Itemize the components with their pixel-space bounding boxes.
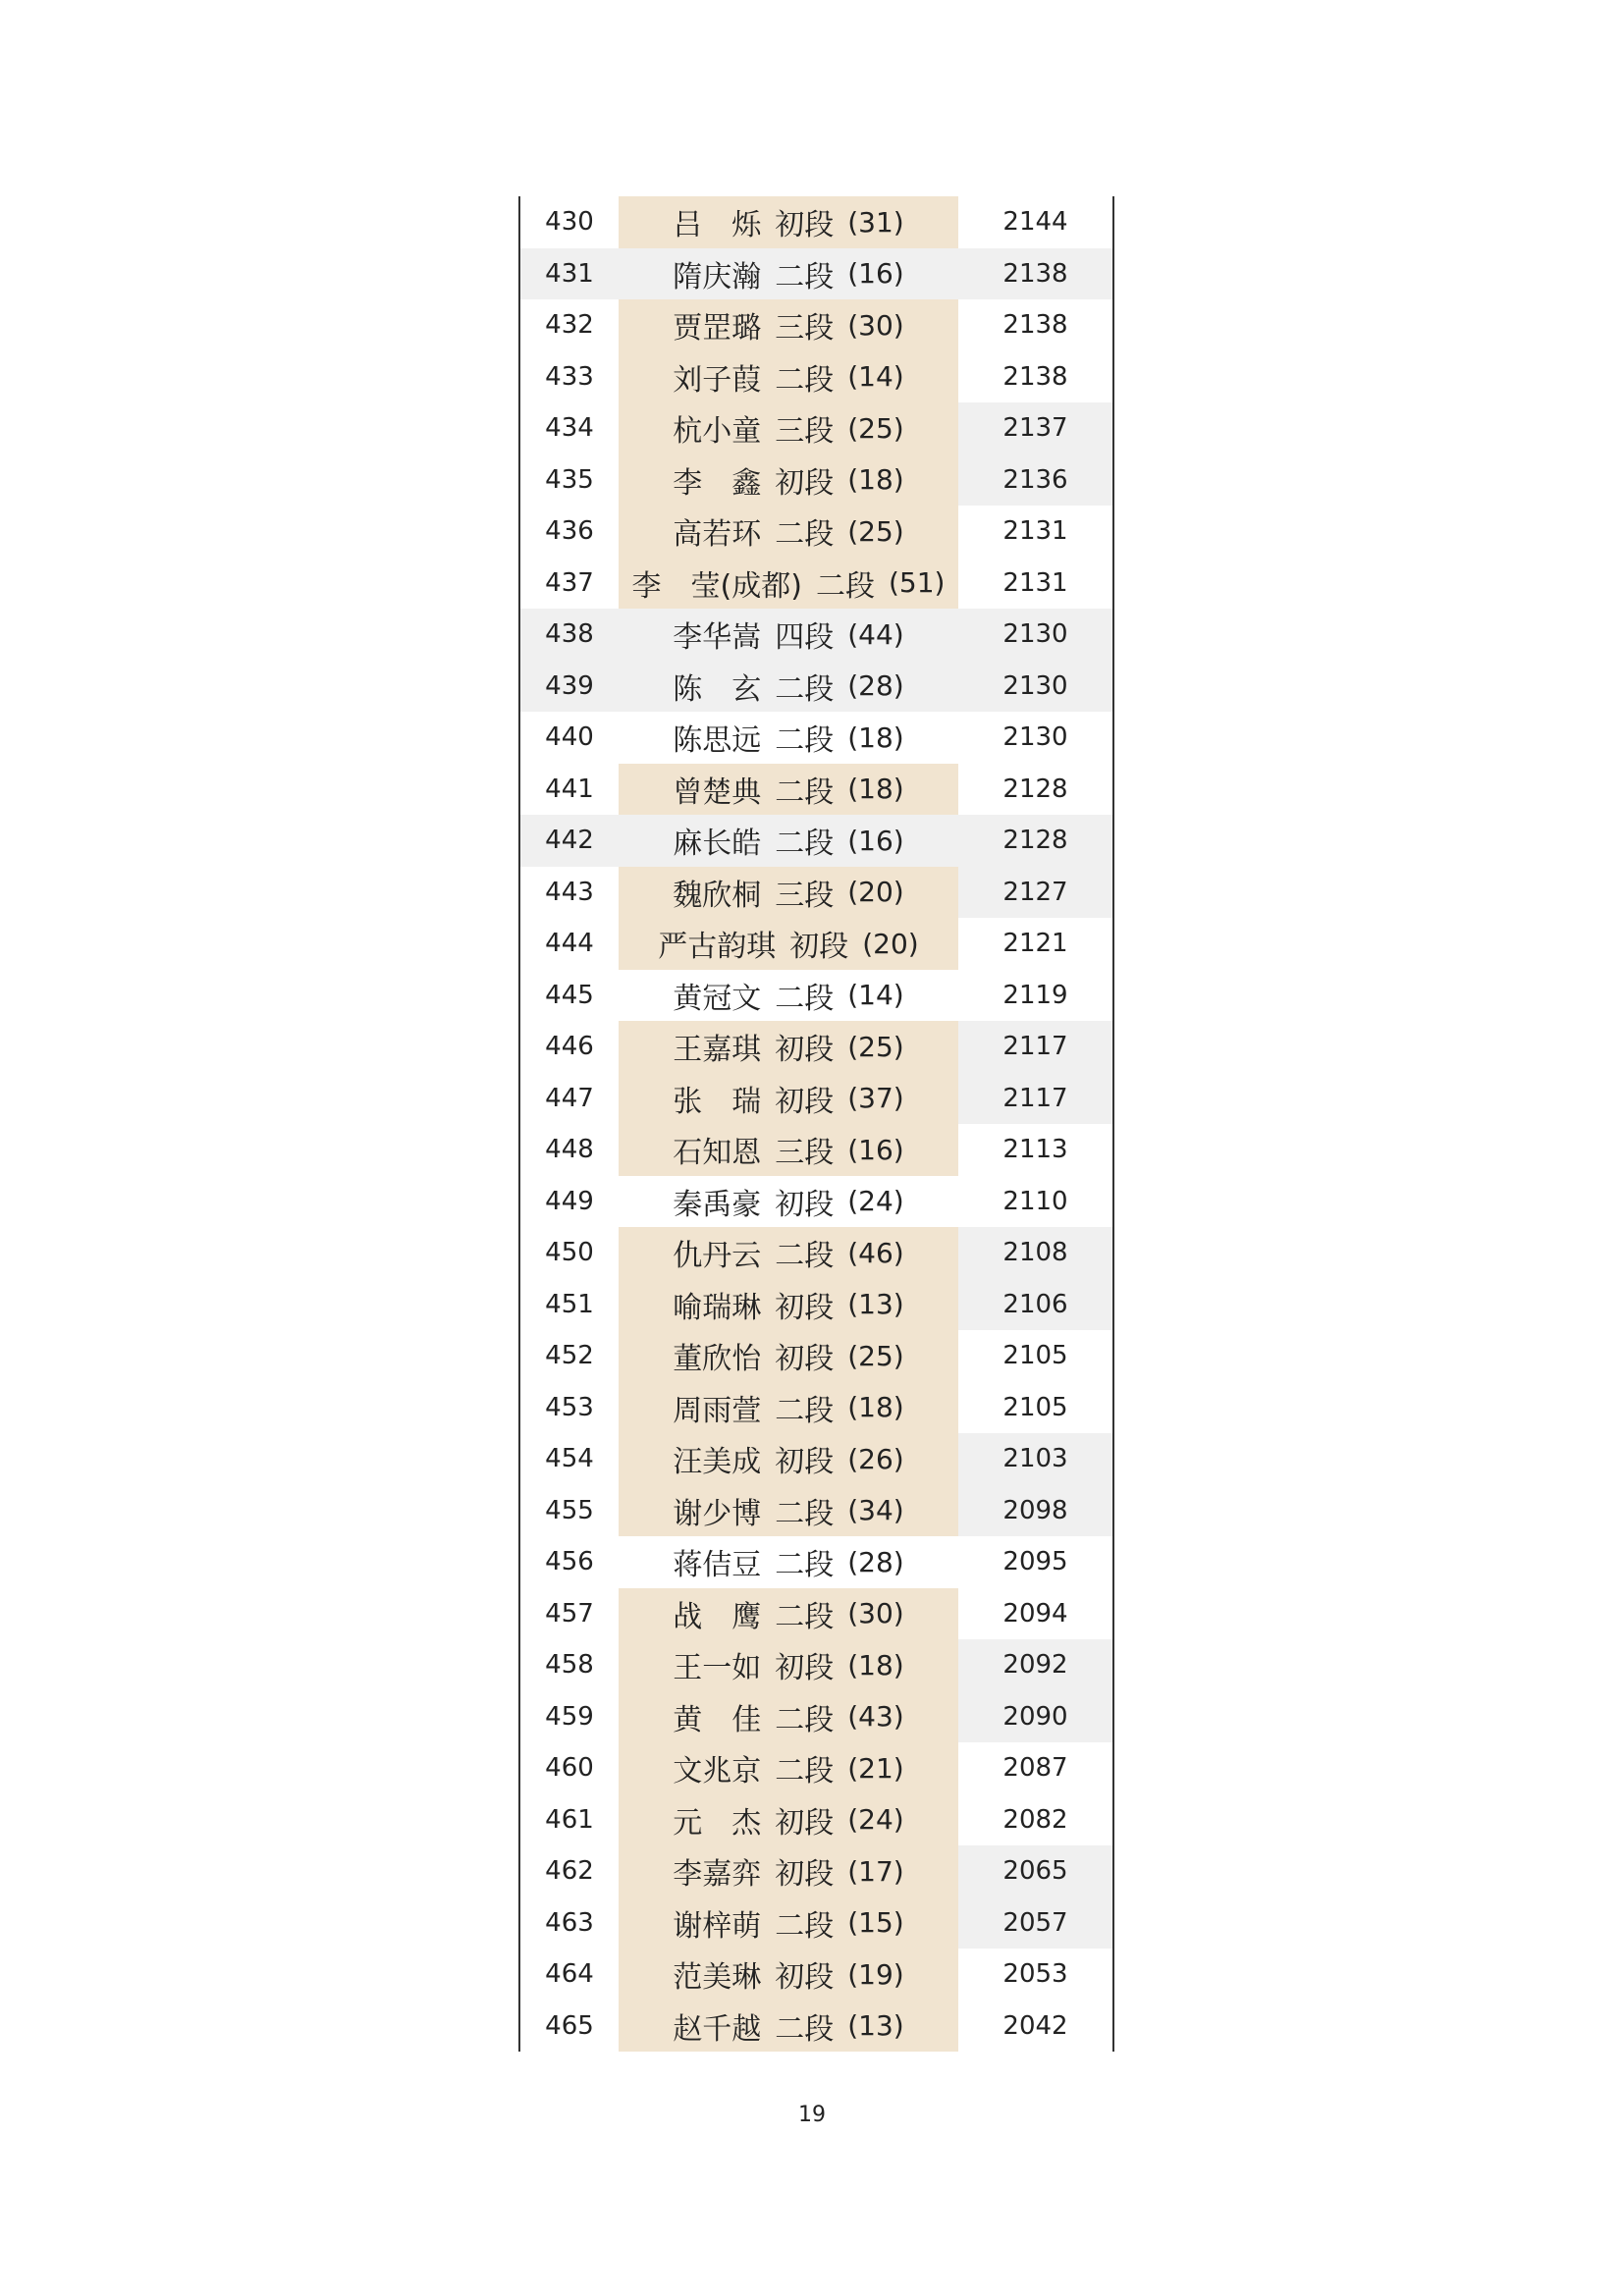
rank-cell: 464 — [545, 1959, 594, 1990]
rating-cell: 2130 — [1002, 619, 1068, 650]
rating-cell: 2138 — [1002, 361, 1068, 392]
table-row — [520, 1485, 1112, 1537]
player-dan: 初段 — [775, 1857, 835, 1893]
rating-cell: 2138 — [1002, 310, 1068, 341]
games-count: (16) — [847, 257, 904, 291]
games-count: (18) — [847, 1391, 904, 1424]
games-count: (21) — [847, 1751, 904, 1785]
player-cell — [619, 402, 958, 454]
rank-cell: 437 — [545, 567, 594, 598]
player-dan: 二段 — [775, 1548, 835, 1583]
player-dan: 初段 — [775, 465, 835, 501]
games-count: (15) — [847, 1906, 904, 1940]
player-dan: 二段 — [775, 671, 835, 707]
player-name: 黄冠文 — [673, 981, 762, 1016]
table-row — [520, 558, 1112, 610]
rating-cell: 2095 — [1002, 1547, 1068, 1577]
player-name: 黄 佳 — [673, 1702, 762, 1737]
rating-cell: 2108 — [1002, 1238, 1068, 1268]
rank-cell: 454 — [545, 1444, 594, 1474]
player-dan: 初段 — [775, 1651, 835, 1686]
player-name: 王一如 — [673, 1651, 762, 1686]
player-cell — [619, 661, 958, 713]
player-cell — [619, 1639, 958, 1691]
table-row — [520, 712, 1112, 764]
table-row — [520, 248, 1112, 300]
games-count: (24) — [847, 1803, 904, 1837]
games-count: (37) — [847, 1082, 904, 1115]
player-cell — [619, 558, 958, 610]
player-dan: 二段 — [775, 1702, 835, 1737]
player-name: 蒋佶豆 — [673, 1548, 762, 1583]
table-row — [520, 1176, 1112, 1228]
player-name: 谢梓萌 — [673, 1908, 762, 1944]
games-count: (31) — [847, 205, 904, 239]
player-name: 董欣怡 — [673, 1342, 762, 1377]
player-name: 贾罡璐 — [673, 311, 762, 347]
games-count: (25) — [847, 1339, 904, 1372]
player-cell — [619, 1330, 958, 1382]
games-count: (18) — [847, 463, 904, 497]
rating-cell: 2138 — [1002, 258, 1068, 289]
rank-cell: 446 — [545, 1032, 594, 1062]
rank-cell: 448 — [545, 1135, 594, 1165]
player-cell — [619, 1124, 958, 1176]
player-name: 张 瑞 — [673, 1084, 762, 1119]
player-dan: 初段 — [789, 930, 849, 965]
games-count: (46) — [847, 1236, 904, 1269]
player-dan: 初段 — [775, 1445, 835, 1480]
player-cell — [619, 764, 958, 816]
player-dan: 二段 — [775, 362, 835, 398]
rating-cell: 2144 — [1002, 207, 1068, 238]
player-dan: 二段 — [775, 1754, 835, 1789]
games-count: (24) — [847, 1185, 904, 1218]
rank-cell: 451 — [545, 1289, 594, 1319]
table-row — [520, 299, 1112, 351]
player-cell — [619, 918, 958, 970]
player-cell — [619, 609, 958, 661]
player-name: 喻瑞琳 — [673, 1290, 762, 1325]
player-cell — [619, 196, 958, 248]
rating-cell: 2128 — [1002, 826, 1068, 856]
player-dan: 二段 — [775, 1239, 835, 1274]
rating-cell: 2105 — [1002, 1392, 1068, 1422]
player-cell — [619, 1588, 958, 1640]
table-row — [520, 1897, 1112, 1949]
rating-cell: 2110 — [1002, 1186, 1068, 1216]
rank-cell: 441 — [545, 774, 594, 804]
games-count: (44) — [847, 617, 904, 651]
rating-cell: 2092 — [1002, 1650, 1068, 1681]
player-name: 李嘉弈 — [673, 1857, 762, 1893]
games-count: (17) — [847, 1854, 904, 1888]
player-name: 赵千越 — [673, 2011, 762, 2047]
rank-cell: 434 — [545, 413, 594, 444]
player-cell — [619, 299, 958, 351]
player-name: 战 鹰 — [673, 1599, 762, 1634]
rank-cell: 431 — [545, 258, 594, 289]
rating-cell: 2087 — [1002, 1753, 1068, 1784]
player-cell — [619, 712, 958, 764]
table-row — [520, 454, 1112, 507]
player-cell — [619, 970, 958, 1022]
ranking-table — [518, 196, 1114, 2052]
player-dan: 二段 — [775, 827, 835, 862]
games-count: (18) — [847, 1648, 904, 1682]
games-count: (25) — [847, 1030, 904, 1063]
rating-cell: 2127 — [1002, 877, 1068, 907]
table-row — [520, 1279, 1112, 1331]
table-row — [520, 1794, 1112, 1846]
table-row — [520, 815, 1112, 867]
games-count: (16) — [847, 1133, 904, 1166]
player-cell — [619, 1536, 958, 1588]
player-cell — [619, 815, 958, 867]
player-name: 汪美成 — [673, 1445, 762, 1480]
rank-cell: 435 — [545, 464, 594, 495]
player-name: 秦禹豪 — [673, 1187, 762, 1222]
player-dan: 初段 — [775, 1805, 835, 1841]
rating-cell: 2113 — [1002, 1135, 1068, 1165]
rank-cell: 458 — [545, 1650, 594, 1681]
player-cell — [619, 1073, 958, 1125]
games-count: (13) — [847, 1288, 904, 1321]
player-cell — [619, 1485, 958, 1537]
player-name: 高若环 — [673, 517, 762, 553]
player-name: 周雨萱 — [673, 1393, 762, 1428]
player-dan: 三段 — [775, 414, 835, 450]
player-cell — [619, 1949, 958, 2001]
player-name: 元 杰 — [673, 1805, 762, 1841]
games-count: (25) — [847, 514, 904, 548]
table-row — [520, 970, 1112, 1022]
rank-cell: 440 — [545, 722, 594, 753]
player-dan: 二段 — [815, 568, 875, 604]
player-name: 刘子葭 — [673, 362, 762, 398]
table-row — [520, 1433, 1112, 1485]
rank-cell: 430 — [545, 207, 594, 238]
games-count: (43) — [847, 1700, 904, 1734]
rank-cell: 439 — [545, 670, 594, 701]
games-count: (20) — [862, 927, 919, 960]
table-row — [520, 918, 1112, 970]
player-name: 吕 烁 — [673, 208, 762, 243]
rating-cell: 2128 — [1002, 774, 1068, 804]
rating-cell: 2131 — [1002, 516, 1068, 547]
player-cell — [619, 1845, 958, 1897]
rating-cell: 2137 — [1002, 413, 1068, 444]
table-row — [520, 1949, 1112, 2001]
player-name: 陈思远 — [673, 723, 762, 759]
player-name: 李 鑫 — [673, 465, 762, 501]
table-row — [520, 1639, 1112, 1691]
player-dan: 初段 — [775, 1084, 835, 1119]
games-count: (28) — [847, 669, 904, 703]
games-count: (51) — [888, 566, 946, 600]
player-name: 石知恩 — [673, 1136, 762, 1171]
rating-cell: 2057 — [1002, 1907, 1068, 1938]
rank-cell: 457 — [545, 1598, 594, 1629]
table-row — [520, 351, 1112, 403]
rank-cell: 455 — [545, 1495, 594, 1525]
player-dan: 二段 — [775, 981, 835, 1016]
player-name: 麻长皓 — [673, 827, 762, 862]
player-name: 谢少博 — [673, 1496, 762, 1531]
table-row — [520, 1021, 1112, 1073]
games-count: (18) — [847, 721, 904, 754]
rank-cell: 456 — [545, 1547, 594, 1577]
table-row — [520, 867, 1112, 919]
player-dan: 初段 — [775, 208, 835, 243]
rank-cell: 432 — [545, 310, 594, 341]
table-row — [520, 402, 1112, 454]
player-dan: 初段 — [775, 1033, 835, 1068]
player-cell — [619, 2001, 958, 2053]
player-name: 王嘉琪 — [673, 1033, 762, 1068]
player-dan: 初段 — [775, 1187, 835, 1222]
rank-cell: 449 — [545, 1186, 594, 1216]
games-count: (14) — [847, 360, 904, 394]
player-dan: 二段 — [775, 259, 835, 294]
games-count: (13) — [847, 2009, 904, 2043]
games-count: (28) — [847, 1545, 904, 1578]
rating-cell: 2105 — [1002, 1341, 1068, 1371]
table-row — [520, 1691, 1112, 1743]
player-cell — [619, 1742, 958, 1794]
games-count: (26) — [847, 1442, 904, 1475]
table-row — [520, 1330, 1112, 1382]
rank-cell: 442 — [545, 826, 594, 856]
rank-cell: 438 — [545, 619, 594, 650]
player-dan: 初段 — [775, 1290, 835, 1325]
player-dan: 初段 — [775, 1960, 835, 1996]
player-cell — [619, 351, 958, 403]
rating-cell: 2065 — [1002, 1856, 1068, 1887]
rating-cell: 2117 — [1002, 1083, 1068, 1113]
player-dan: 三段 — [775, 878, 835, 913]
player-dan: 二段 — [775, 1599, 835, 1634]
player-dan: 三段 — [775, 1136, 835, 1171]
rating-cell: 2053 — [1002, 1959, 1068, 1990]
player-cell — [619, 867, 958, 919]
rank-cell: 463 — [545, 1907, 594, 1938]
rank-cell: 433 — [545, 361, 594, 392]
player-dan: 二段 — [775, 723, 835, 759]
player-dan: 二段 — [775, 517, 835, 553]
player-dan: 三段 — [775, 311, 835, 347]
table-row — [520, 1124, 1112, 1176]
games-count: (19) — [847, 1957, 904, 1991]
player-cell — [619, 1227, 958, 1279]
rank-cell: 450 — [545, 1238, 594, 1268]
player-dan: 初段 — [775, 1342, 835, 1377]
player-name: 仇丹云 — [673, 1239, 762, 1274]
games-count: (16) — [847, 824, 904, 857]
player-name: 杭小童 — [673, 414, 762, 450]
player-dan: 二段 — [775, 774, 835, 810]
rank-cell: 465 — [545, 2010, 594, 2041]
games-count: (30) — [847, 308, 904, 342]
player-cell — [619, 1794, 958, 1846]
rating-cell: 2042 — [1002, 2010, 1068, 2041]
player-dan: 二段 — [775, 1496, 835, 1531]
table-row — [520, 1382, 1112, 1434]
player-name: 陈 玄 — [673, 671, 762, 707]
player-cell — [619, 1279, 958, 1331]
player-cell — [619, 1382, 958, 1434]
rank-cell: 462 — [545, 1856, 594, 1887]
rating-cell: 2117 — [1002, 1032, 1068, 1062]
rating-cell: 2131 — [1002, 567, 1068, 598]
rank-cell: 445 — [545, 980, 594, 1010]
player-cell — [619, 454, 958, 507]
player-dan: 二段 — [775, 1908, 835, 1944]
rank-cell: 436 — [545, 516, 594, 547]
games-count: (30) — [847, 1597, 904, 1630]
player-name: 文兆京 — [673, 1754, 762, 1789]
rating-cell: 2094 — [1002, 1598, 1068, 1629]
player-name: 隋庆瀚 — [673, 259, 762, 294]
player-cell — [619, 1176, 958, 1228]
rating-cell: 2121 — [1002, 929, 1068, 959]
rank-cell: 460 — [545, 1753, 594, 1784]
games-count: (14) — [847, 979, 904, 1012]
player-cell — [619, 1021, 958, 1073]
rank-cell: 443 — [545, 877, 594, 907]
player-dan: 二段 — [775, 1393, 835, 1428]
rating-cell: 2090 — [1002, 1701, 1068, 1732]
player-dan: 二段 — [775, 2011, 835, 2047]
player-cell — [619, 506, 958, 558]
player-name: 曾楚典 — [673, 774, 762, 810]
table-row — [520, 764, 1112, 816]
player-name: 范美琳 — [673, 1960, 762, 1996]
table-row — [520, 1073, 1112, 1125]
rating-cell: 2130 — [1002, 722, 1068, 753]
player-name: 李 莹(成都) — [631, 568, 802, 604]
rating-cell: 2103 — [1002, 1444, 1068, 1474]
games-count: (34) — [847, 1494, 904, 1527]
table-row — [520, 2001, 1112, 2053]
games-count: (20) — [847, 876, 904, 909]
rank-cell: 444 — [545, 929, 594, 959]
table-row — [520, 1588, 1112, 1640]
table-row — [520, 661, 1112, 713]
rank-cell: 452 — [545, 1341, 594, 1371]
rank-cell: 459 — [545, 1701, 594, 1732]
player-name: 魏欣桐 — [673, 878, 762, 913]
player-cell — [619, 1897, 958, 1949]
table-row — [520, 1536, 1112, 1588]
rank-cell: 447 — [545, 1083, 594, 1113]
player-name: 严古韵琪 — [658, 930, 777, 965]
rating-cell: 2082 — [1002, 1804, 1068, 1835]
table-row — [520, 1227, 1112, 1279]
table-row — [520, 1742, 1112, 1794]
rating-cell: 2136 — [1002, 464, 1068, 495]
page-number: 19 — [798, 2103, 826, 2127]
rank-cell: 453 — [545, 1392, 594, 1422]
player-name: 李华嵩 — [673, 620, 762, 656]
table-row — [520, 506, 1112, 558]
rating-cell: 2106 — [1002, 1289, 1068, 1319]
table-row — [520, 1845, 1112, 1897]
games-count: (25) — [847, 411, 904, 445]
player-cell — [619, 248, 958, 300]
rating-cell: 2130 — [1002, 670, 1068, 701]
games-count: (18) — [847, 773, 904, 806]
player-dan: 四段 — [775, 620, 835, 656]
player-cell — [619, 1691, 958, 1743]
table-row — [520, 609, 1112, 661]
rank-cell: 461 — [545, 1804, 594, 1835]
player-cell — [619, 1433, 958, 1485]
table-row — [520, 196, 1112, 248]
rating-cell: 2098 — [1002, 1495, 1068, 1525]
rating-cell: 2119 — [1002, 980, 1068, 1010]
